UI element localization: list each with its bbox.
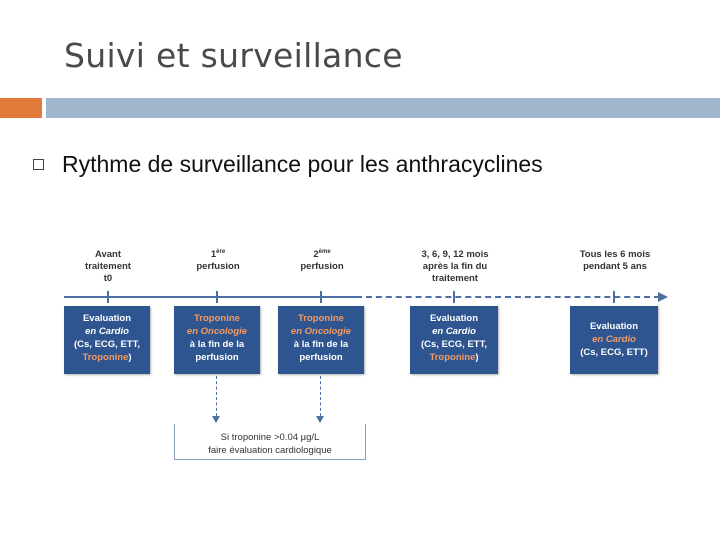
box-cardio-evaluation-t0: Evaluation en Cardio (Cs, ECG, ETT, Troponine): [64, 306, 150, 374]
timeline-label-every-6-months: Tous les 6 mois pendant 5 ans: [579, 249, 651, 272]
accent-bar-blue: [46, 98, 720, 118]
timeline-label-after-treatment: 3, 6, 9, 12 mois après la fin du traitement: [421, 249, 489, 284]
timeline-tick: [613, 291, 615, 303]
down-arrow-icon: [316, 416, 324, 423]
accent-bar-orange: [0, 98, 42, 118]
box-cardio-evaluation-every-6-months: Evaluation en Cardio (Cs, ECG, ETT): [570, 306, 658, 374]
slide-title: Suivi et surveillance: [64, 36, 403, 75]
timeline-label-first-perfusion: 1ère perfusion: [196, 248, 240, 272]
timeline-tick: [216, 291, 218, 303]
timeline-label-t0: Avant traitement t0: [85, 249, 131, 284]
troponin-note: [174, 431, 366, 457]
timeline-tick: [107, 291, 109, 303]
box-troponin-first-perfusion: Troponine en Oncologie à la fin de la perfusion: [174, 306, 260, 374]
bullet-text: Rythme de surveillance pour les anthracyclines: [62, 151, 543, 177]
timeline-label-second-perfusion: 2ème perfusion: [300, 248, 344, 272]
timeline-arrow-icon: [658, 292, 668, 302]
drop-line-second-perfusion: [320, 376, 321, 416]
timeline-tick: [453, 291, 455, 303]
down-arrow-icon: [212, 416, 220, 423]
box-troponin-second-perfusion: Troponine en Oncologie à la fin de la perfusion: [278, 306, 364, 374]
drop-line-first-perfusion: [216, 376, 217, 416]
box-cardio-evaluation-after-treatment: Evaluation en Cardio (Cs, ECG, ETT, Troponine): [410, 306, 498, 374]
troponin-note-line1: Si troponine >0.04 µg/L: [220, 432, 320, 443]
troponin-note-line2: faire évaluation cardiologique: [208, 445, 332, 456]
bullet-box-icon: [33, 159, 44, 170]
timeline-tick: [320, 291, 322, 303]
